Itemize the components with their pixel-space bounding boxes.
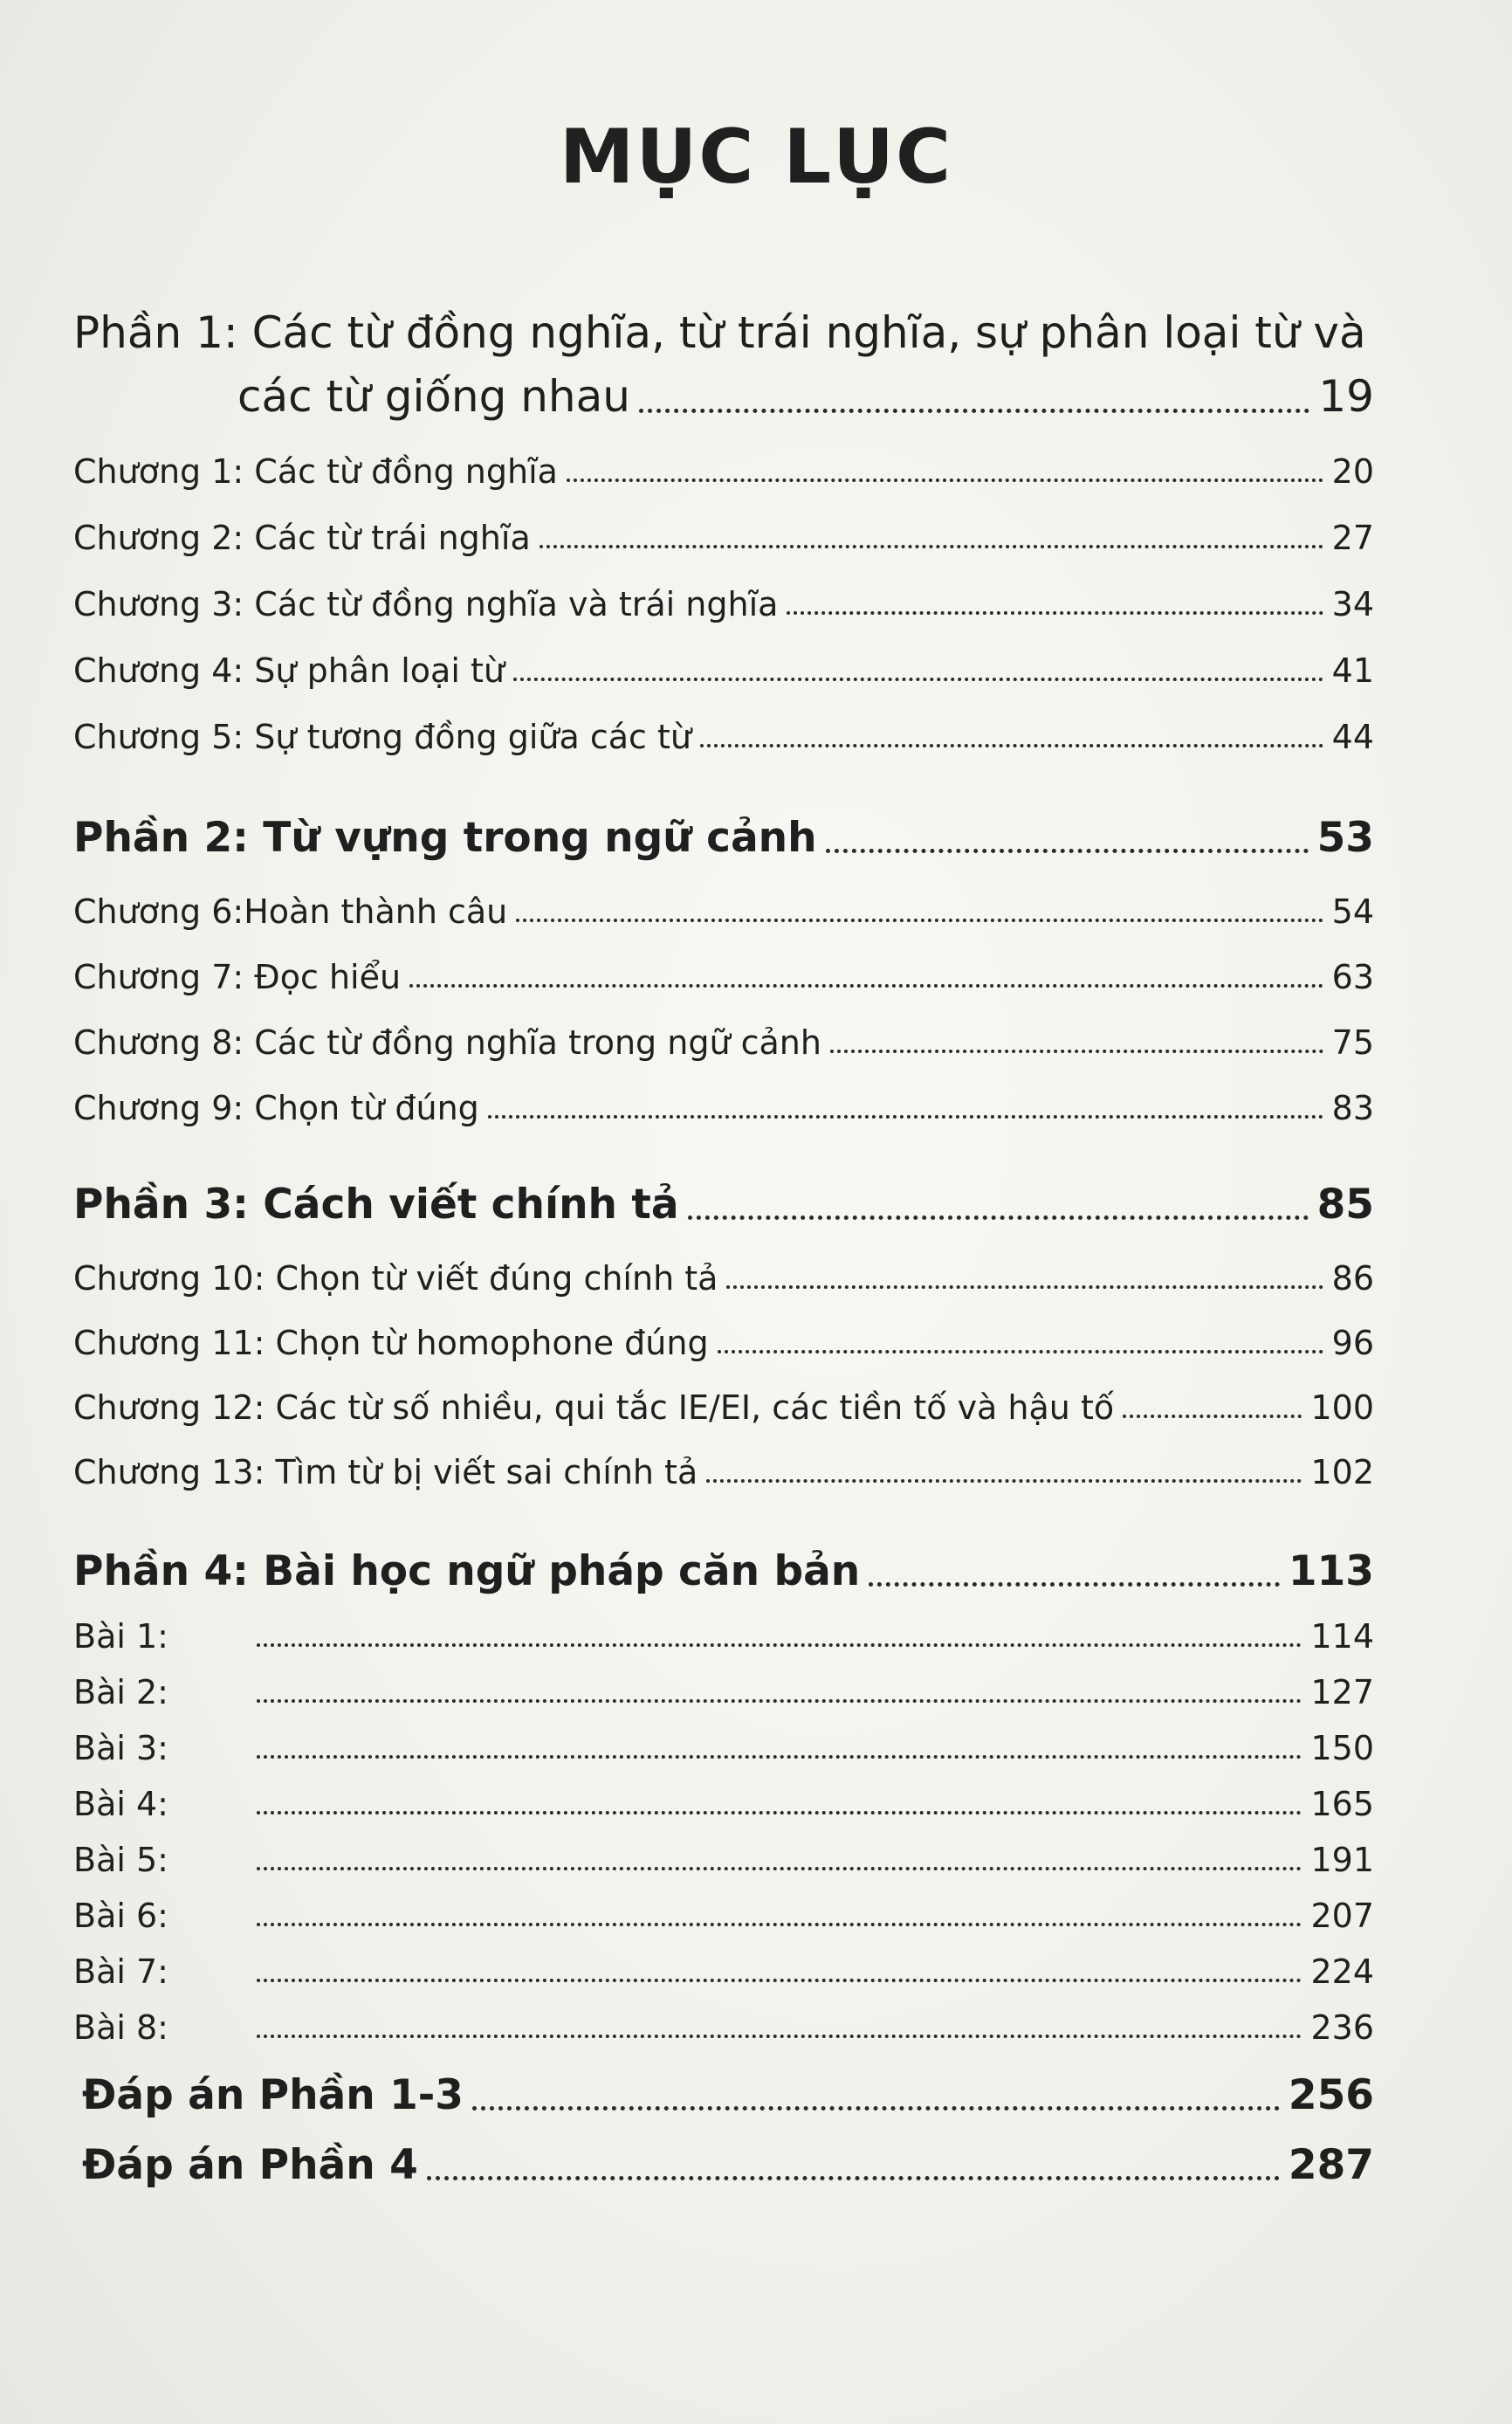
toc-chapter-1: Chương 1: Các từ đồng nghĩa 20 [73,452,1374,491]
toc-lesson-2: Bài 2: 127 [73,1673,1374,1711]
part1-heading-text: các từ giống nhau [237,371,630,422]
toc-chapter-9: Chương 9: Chọn từ đúng 83 [73,1089,1374,1127]
toc-lesson-3: Bài 3: 150 [73,1729,1374,1767]
toc-part-4: Phần 4: Bài học ngữ pháp căn bản 113 [73,1547,1374,1595]
toc-chapter-13: Chương 13: Tìm từ bị viết sai chính tả 102 [73,1453,1374,1491]
toc-lesson-4: Bài 4: 165 [73,1785,1374,1823]
part1-page-number: 19 [1318,371,1374,422]
toc-chapter-10: Chương 10: Chọn từ viết đúng chính tả 86 [73,1259,1374,1298]
part1-heading-line1: Phần 1: Các từ đồng nghĩa, từ trái nghĩa, sự phân loại từ và [73,307,1366,358]
toc-chapter-6: Chương 6:Hoàn thành câu 54 [73,892,1374,931]
page-title: MỤC LỤC [559,114,953,201]
toc-chapter-3: Chương 3: Các từ đồng nghĩa và trái nghĩa 34 [73,585,1374,623]
toc-answers-2: Đáp án Phần 4 287 [82,2141,1374,2189]
toc-lesson-7: Bài 7: 224 [73,1952,1374,1991]
toc-part-2: Phần 2: Từ vựng trong ngữ cảnh 53 [73,814,1374,862]
leader-dots [639,409,1309,413]
toc-chapter-2: Chương 2: Các từ trái nghĩa 27 [73,519,1374,557]
toc-chapter-8: Chương 8: Các từ đồng nghĩa trong ngữ cảnh 75 [73,1023,1374,1062]
toc-part-3: Phần 3: Cách viết chính tả 85 [73,1181,1374,1229]
toc-lesson-5: Bài 5: 191 [73,1841,1374,1879]
toc-chapter-11: Chương 11: Chọn từ homophone đúng 96 [73,1324,1374,1362]
toc-chapter-7: Chương 7: Đọc hiểu 63 [73,958,1374,996]
toc-chapter-12: Chương 12: Các từ số nhiều, qui tắc IE/EI, các tiền tố và hậu tố 100 [73,1388,1374,1427]
part1-heading-line2 [237,371,1374,422]
toc-lesson-6: Bài 6: 207 [73,1897,1374,1935]
toc-lesson-8: Bài 8: 236 [73,2008,1374,2047]
toc-chapter-4: Chương 4: Sự phân loại từ 41 [73,651,1374,690]
toc-lesson-1: Bài 1: 114 [73,1617,1374,1656]
toc-answers-1: Đáp án Phần 1-3 256 [82,2071,1374,2119]
toc-chapter-5: Chương 5: Sự tương đồng giữa các từ 44 [73,718,1374,756]
